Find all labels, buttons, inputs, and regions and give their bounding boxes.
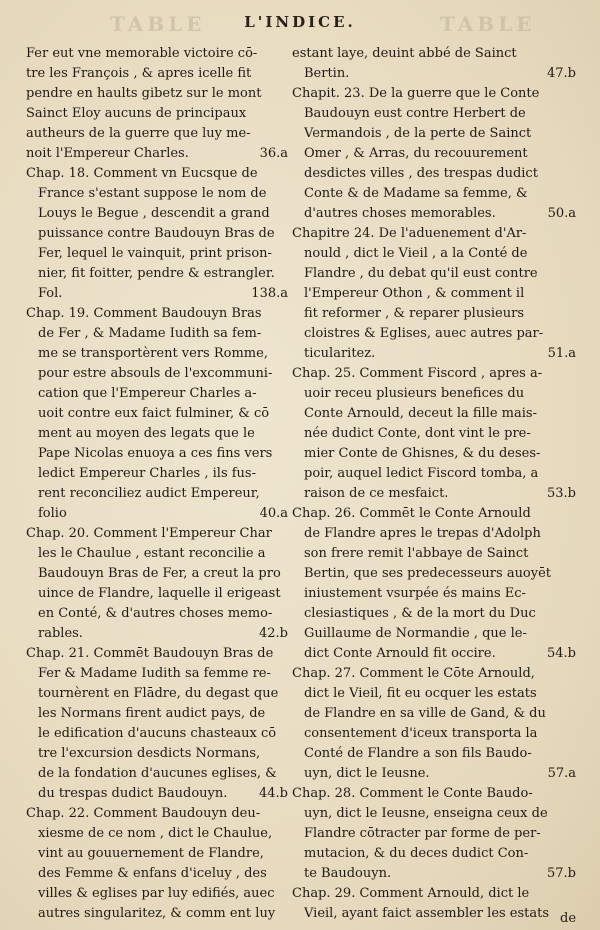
index-line bbox=[292, 844, 576, 864]
index-line-text: Sainct Eloy aucuns de principaux bbox=[26, 106, 247, 121]
index-line bbox=[26, 784, 288, 804]
index-line-text: Chap. 22. Comment Baudouyn deu- bbox=[26, 806, 261, 821]
index-line-text: pendre en haults gibetz sur le mont bbox=[26, 86, 262, 101]
index-line bbox=[26, 644, 288, 664]
index-line bbox=[26, 364, 288, 384]
index-line-text: pour estre absouls de l'excommuni- bbox=[38, 366, 273, 381]
index-line-text: de Fer , & Madame Iudith sa fem- bbox=[38, 326, 262, 341]
index-line bbox=[292, 884, 576, 904]
index-line-text: Chap. 21. Commēt Baudouyn Bras de bbox=[26, 646, 274, 661]
index-line bbox=[292, 784, 576, 804]
index-line bbox=[292, 424, 576, 444]
index-line-text: uince de Flandre, laquelle il erigeast bbox=[38, 586, 281, 601]
right-column bbox=[292, 44, 576, 924]
index-line-text: l'Empereur Othon , & comment il bbox=[304, 286, 525, 301]
index-line-text: de Flandre apres le trepas d'Adolph bbox=[304, 526, 541, 541]
index-line-text: desdictes villes , des trespas dudict bbox=[304, 166, 538, 181]
index-line bbox=[26, 124, 288, 144]
index-line-text: Baudouyn eust contre Herbert de bbox=[304, 106, 526, 121]
index-line-text: tre les François , & apres icelle fit bbox=[26, 66, 252, 81]
index-line bbox=[292, 724, 576, 744]
index-line bbox=[26, 864, 288, 884]
index-line-text: Fer & Madame Iudith sa femme re- bbox=[38, 666, 271, 681]
index-line bbox=[26, 444, 288, 464]
index-line-text: folio bbox=[38, 506, 67, 521]
index-line-text: Flandre cōtracter par forme de per- bbox=[304, 826, 541, 841]
index-line-text: Chap. 26. Commēt le Conte Arnould bbox=[292, 506, 531, 521]
index-line-text: Flandre , du debat qu'il eust contre bbox=[304, 266, 538, 281]
index-line bbox=[26, 684, 288, 704]
index-line bbox=[292, 384, 576, 404]
index-line-text: ticularitez. bbox=[304, 346, 376, 361]
index-line bbox=[292, 544, 576, 564]
index-line-text: Conte & de Madame sa femme, & bbox=[304, 186, 528, 201]
index-line bbox=[26, 244, 288, 264]
index-line-text: Chap. 29. Comment Arnould, dict le bbox=[292, 886, 530, 901]
bleed-through-text-right: TABLE bbox=[440, 12, 536, 36]
index-line bbox=[292, 864, 576, 884]
index-line-text: raison de ce mesfaict. bbox=[304, 486, 449, 501]
index-line bbox=[26, 344, 288, 364]
index-line bbox=[292, 604, 576, 624]
index-line bbox=[26, 104, 288, 124]
page-title: L'INDICE. bbox=[244, 13, 356, 31]
index-line-text: rables. bbox=[38, 626, 83, 641]
index-line bbox=[292, 44, 576, 64]
index-line-text: tournèrent en Flādre, du degast que bbox=[38, 686, 279, 701]
index-line bbox=[292, 624, 576, 644]
index-line bbox=[26, 744, 288, 764]
index-line bbox=[26, 384, 288, 404]
index-line-text: villes & eglises par luy edifiés, auec bbox=[38, 886, 275, 901]
index-line-text: Guillaume de Normandie , que le- bbox=[304, 626, 527, 641]
index-line bbox=[292, 764, 576, 784]
index-line-text: en Conté, & d'autres choses memo- bbox=[38, 606, 273, 621]
index-line bbox=[292, 84, 576, 104]
index-line-text: mutacion, & du deces dudict Con- bbox=[304, 846, 529, 861]
index-line-text: Vermandois , de la perte de Sainct bbox=[304, 126, 532, 141]
index-line-text: iniustement vsurpée és mains Ec- bbox=[304, 586, 526, 601]
index-line bbox=[26, 184, 288, 204]
index-line-text: Omer , & Arras, du recouurement bbox=[304, 146, 528, 161]
index-line-text: dict Conte Arnould fit occire. bbox=[304, 646, 496, 661]
index-line bbox=[26, 504, 288, 524]
index-line bbox=[292, 904, 576, 924]
index-line bbox=[292, 824, 576, 844]
index-line bbox=[26, 564, 288, 584]
index-line bbox=[26, 404, 288, 424]
folio-reference: 53.b bbox=[547, 486, 576, 501]
index-line-text: fit reformer , & reparer plusieurs bbox=[304, 306, 524, 321]
index-line-text: des Femme & enfans d'iceluy , des bbox=[38, 866, 267, 881]
index-line-text: ment au moyen des legats que le bbox=[38, 426, 255, 441]
index-line-text: nier, fit foitter, pendre & estrangler. bbox=[38, 266, 275, 281]
index-line-text: puissance contre Baudouyn Bras de bbox=[38, 226, 275, 241]
index-line-text: Chap. 25. Comment Fiscord , apres a- bbox=[292, 366, 543, 381]
index-line-text: Chapit. 23. De la guerre que le Conte bbox=[292, 86, 540, 101]
folio-reference: 51.a bbox=[547, 346, 576, 361]
index-line bbox=[26, 64, 288, 84]
folio-reference: 54.b bbox=[547, 646, 576, 661]
index-line-text: te Baudouyn. bbox=[304, 866, 392, 881]
index-line-text: Pape Nicolas enuoya a ces fins vers bbox=[38, 446, 273, 461]
index-line-text: uyn, dict le Ieusne, enseigna ceux de bbox=[304, 806, 548, 821]
index-line-text: rent reconciliez audict Empereur, bbox=[38, 486, 260, 501]
index-line-text: uyn, dict le Ieusne. bbox=[304, 766, 430, 781]
catchword: de bbox=[560, 911, 577, 926]
folio-reference: 36.a bbox=[259, 146, 288, 161]
index-line bbox=[292, 244, 576, 264]
index-line-text: noit l'Empereur Charles. bbox=[26, 146, 189, 161]
index-line bbox=[26, 164, 288, 184]
running-header bbox=[0, 12, 600, 36]
index-line bbox=[26, 544, 288, 564]
index-line-text: Fol. bbox=[38, 286, 63, 301]
index-line-text: estant laye, deuint abbé de Sainct bbox=[292, 46, 517, 61]
index-line-text: xiesme de ce nom , dict le Chaulue, bbox=[38, 826, 273, 841]
index-line bbox=[26, 524, 288, 544]
index-line bbox=[26, 804, 288, 824]
index-line bbox=[26, 704, 288, 724]
index-line bbox=[26, 484, 288, 504]
folio-reference: 47.b bbox=[547, 66, 576, 81]
index-line bbox=[292, 504, 576, 524]
index-line bbox=[292, 64, 576, 84]
index-line bbox=[292, 264, 576, 284]
index-line-text: d'autres choses memorables. bbox=[304, 206, 496, 221]
index-line bbox=[292, 464, 576, 484]
index-line-text: Conté de Flandre a son fils Baudo- bbox=[304, 746, 532, 761]
index-line bbox=[292, 324, 576, 344]
index-line bbox=[26, 884, 288, 904]
folio-reference: 57.a bbox=[547, 766, 576, 781]
left-column bbox=[26, 44, 288, 924]
index-line bbox=[292, 744, 576, 764]
index-line-text: France s'estant suppose le nom de bbox=[38, 186, 267, 201]
index-line-text: Chap. 27. Comment le Cōte Arnould, bbox=[292, 666, 535, 681]
index-line-text: consentement d'iceux transporta la bbox=[304, 726, 538, 741]
index-line bbox=[292, 144, 576, 164]
index-line-text: Louys le Begue , descendit a grand bbox=[38, 206, 270, 221]
index-line-text: ledict Empereur Charles , ils fus- bbox=[38, 466, 256, 481]
index-line-text: Chap. 19. Comment Baudouyn Bras bbox=[26, 306, 262, 321]
index-line-text: Chap. 28. Comment le Conte Baudo- bbox=[292, 786, 533, 801]
index-line bbox=[292, 284, 576, 304]
index-line-text: Bertin, que ses predecesseurs auoyēt bbox=[304, 566, 552, 581]
index-line bbox=[26, 584, 288, 604]
index-line-text: mier Conte de Ghisnes, & du deses- bbox=[304, 446, 541, 461]
folio-reference: 50.a bbox=[547, 206, 576, 221]
index-line bbox=[292, 204, 576, 224]
index-line-text: autres singularitez, & comm ent luy bbox=[38, 906, 276, 921]
index-line-text: Conte Arnould, deceut la fille mais- bbox=[304, 406, 537, 421]
index-line-text: dict le Vieil, fit eu ocquer les estats bbox=[304, 686, 537, 701]
index-line-text: uoir receu plusieurs benefices du bbox=[304, 386, 525, 401]
index-line bbox=[292, 644, 576, 664]
index-line bbox=[292, 704, 576, 724]
index-line bbox=[292, 224, 576, 244]
index-line-text: les Normans firent audict pays, de bbox=[38, 706, 266, 721]
folio-reference: 44.b bbox=[259, 786, 288, 801]
index-line bbox=[26, 764, 288, 784]
folio-reference: 42.b bbox=[259, 626, 288, 641]
index-line bbox=[26, 624, 288, 644]
index-line-text: du trespas dudict Baudouyn. bbox=[38, 786, 228, 801]
folio-reference: 57.b bbox=[547, 866, 576, 881]
index-line-text: cloistres & Eglises, auec autres par- bbox=[304, 326, 544, 341]
index-line bbox=[292, 344, 576, 364]
index-line bbox=[26, 264, 288, 284]
index-line-text: cation que l'Empereur Charles a- bbox=[38, 386, 257, 401]
index-line bbox=[26, 604, 288, 624]
index-line bbox=[26, 84, 288, 104]
index-line bbox=[292, 664, 576, 684]
index-line bbox=[292, 564, 576, 584]
index-line-text: son frere remit l'abbaye de Sainct bbox=[304, 546, 529, 561]
index-line bbox=[26, 224, 288, 244]
index-line-text: Vieil, ayant faict assembler les estats bbox=[304, 906, 550, 921]
index-line-text: de Flandre en sa ville de Gand, & du bbox=[304, 706, 546, 721]
index-line bbox=[26, 464, 288, 484]
index-line bbox=[292, 164, 576, 184]
bleed-through-text-left: TABLE bbox=[110, 12, 206, 36]
index-line-text: vint au gouuernement de Flandre, bbox=[38, 846, 264, 861]
index-line-text: Chap. 18. Comment vn Eucsque de bbox=[26, 166, 258, 181]
index-line-text: uoit contre eux faict fulminer, & cō bbox=[38, 406, 270, 421]
index-line-text: de la fondation d'aucunes eglises, & bbox=[38, 766, 277, 781]
index-line bbox=[26, 824, 288, 844]
index-line bbox=[292, 364, 576, 384]
index-line-text: le edification d'aucuns chasteaux cō bbox=[38, 726, 277, 741]
index-line bbox=[26, 284, 288, 304]
index-line-text: Chap. 20. Comment l'Empereur Char bbox=[26, 526, 272, 541]
index-line-text: nould , dict le Vieil , a la Conté de bbox=[304, 246, 528, 261]
index-line bbox=[292, 804, 576, 824]
index-line-text: Fer, lequel le vainquit, print prison- bbox=[38, 246, 272, 261]
index-line-text: tre l'excursion desdicts Normans, bbox=[38, 746, 261, 761]
index-line-text: Chapitre 24. De l'aduenement d'Ar- bbox=[292, 226, 527, 241]
folio-reference: 40.a bbox=[259, 506, 288, 521]
index-line bbox=[292, 404, 576, 424]
index-line-text: clesiastiques , & de la mort du Duc bbox=[304, 606, 536, 621]
index-line bbox=[292, 484, 576, 504]
index-line bbox=[292, 304, 576, 324]
index-line bbox=[26, 44, 288, 64]
index-line bbox=[292, 124, 576, 144]
index-line-text: Baudouyn Bras de Fer, a creut la pro bbox=[38, 566, 281, 581]
index-line bbox=[26, 304, 288, 324]
index-line bbox=[292, 104, 576, 124]
index-line bbox=[26, 204, 288, 224]
index-line-text: poir, auquel ledict Fiscord tomba, a bbox=[304, 466, 539, 481]
index-line-text: née dudict Conte, dont vint le pre- bbox=[304, 426, 531, 441]
index-line bbox=[292, 184, 576, 204]
index-line bbox=[26, 724, 288, 744]
index-line bbox=[292, 444, 576, 464]
index-line bbox=[26, 144, 288, 164]
index-line bbox=[26, 844, 288, 864]
index-line-text: autheurs de la guerre que luy me- bbox=[26, 126, 251, 141]
index-line-text: me se transportèrent vers Romme, bbox=[38, 346, 268, 361]
index-line bbox=[26, 904, 288, 924]
index-line-text: Fer eut vne memorable victoire cō- bbox=[26, 46, 258, 61]
index-line-text: Bertin. bbox=[304, 66, 350, 81]
index-line bbox=[26, 664, 288, 684]
index-line bbox=[26, 324, 288, 344]
index-line bbox=[292, 584, 576, 604]
folio-reference: 138.a bbox=[251, 286, 288, 301]
index-line bbox=[26, 424, 288, 444]
index-line bbox=[292, 524, 576, 544]
index-line-text: les le Chaulue , estant reconcilie a bbox=[38, 546, 266, 561]
index-line bbox=[292, 684, 576, 704]
